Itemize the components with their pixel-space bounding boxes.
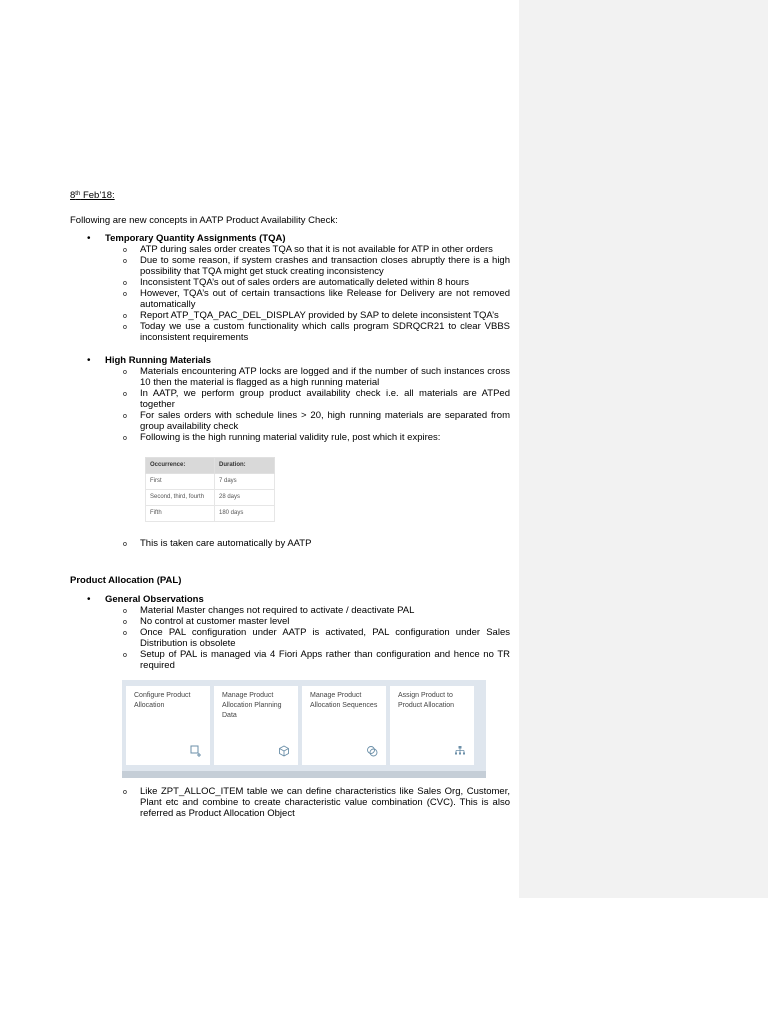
list-item: o Material Master changes not required to activate / deactivate PAL xyxy=(105,605,510,616)
tile-label: Configure Product Allocation xyxy=(134,692,191,709)
tile-label: Manage Product Allocation Planning Data xyxy=(222,692,282,719)
table-row xyxy=(146,506,275,522)
table-cell: 7 days xyxy=(215,474,275,490)
fiori-tile-configure-product-allocation xyxy=(126,686,210,765)
table-row xyxy=(146,474,275,490)
list-item: o In AATP, we perform group product availability check i.e. all materials are ATPed together xyxy=(105,388,510,410)
table-row xyxy=(146,490,275,506)
table-header: Duration: xyxy=(215,458,275,474)
comment-margin-panel xyxy=(519,0,768,898)
hrm-sublist xyxy=(105,366,510,443)
list-item: o This is taken care automatically by AATP xyxy=(70,538,510,549)
fiori-apps-image xyxy=(122,680,486,778)
fiori-tile-manage-sequences xyxy=(302,686,386,765)
list-item: o Report ATP_TQA_PAC_DEL_DISPLAY provided by SAP to delete inconsistent TQA’s xyxy=(105,310,510,321)
tile-label: Assign Product to Product Allocation xyxy=(398,692,455,709)
hrm-continuation-item xyxy=(70,538,510,549)
hrm-title: • High Running Materials xyxy=(105,355,212,366)
hrm-bullet xyxy=(70,355,510,443)
hierarchy-icon xyxy=(454,745,466,757)
list-item: o Due to some reason, if system crashes and transaction closes abruptly there is a high possibility that TQA might get stuck creating inconsistency xyxy=(105,255,510,277)
cube-icon xyxy=(278,745,290,757)
pal-continuation xyxy=(70,786,510,819)
table-cell: 180 days xyxy=(215,506,275,522)
list-item: o No control at customer master level xyxy=(105,616,510,627)
pal-sublist xyxy=(105,605,510,671)
pal-bullet xyxy=(70,594,510,671)
validity-rule-table-image xyxy=(145,457,510,522)
document-body xyxy=(70,190,510,819)
fiori-tile-manage-planning-data xyxy=(214,686,298,765)
fiori-tile-assign-product xyxy=(390,686,474,765)
sequence-icon xyxy=(366,745,378,757)
table-cell: First xyxy=(146,474,215,490)
list-item: o Today we use a custom functionality which calls program SDRQCR21 to clear VBBS inconsistent requirements xyxy=(105,321,510,343)
date-heading: 8th Feb’18: xyxy=(70,190,115,201)
pal-continuation-item xyxy=(70,786,510,819)
list-item: o Inconsistent TQA’s out of sales orders are automatically deleted within 8 hours xyxy=(105,277,510,288)
table-cell: Second, third, fourth xyxy=(146,490,215,506)
list-item: o Materials encountering ATP locks are logged and if the number of such instances cross 10 then the material is flagged as a high running material xyxy=(105,366,510,388)
list-item: o ATP during sales order creates TQA so that it is not available for ATP in other orders xyxy=(105,244,510,255)
validity-rule-table xyxy=(145,457,275,522)
table-header-row xyxy=(146,458,275,474)
list-item: o Following is the high running material validity rule, post which it expires: xyxy=(105,432,510,443)
list-item: o Once PAL configuration under AATP is activated, PAL configuration under Sales Distribution is obsolete xyxy=(105,627,510,649)
table-header: Occurrence: xyxy=(146,458,215,474)
tqa-title: • Temporary Quantity Assignments (TQA) xyxy=(105,233,286,244)
tqa-list xyxy=(70,233,510,443)
tqa-sublist xyxy=(105,244,510,343)
intro-paragraph: Following are new concepts in AATP Product Availability Check: xyxy=(70,215,338,226)
hrm-sublist-continued xyxy=(70,538,510,549)
tqa-bullet xyxy=(70,233,510,343)
table-cell: 28 days xyxy=(215,490,275,506)
list-item: o However, TQA’s out of certain transactions like Release for Delivery are not removed automatically xyxy=(105,288,510,310)
table-cell: Fifth xyxy=(146,506,215,522)
list-item: o For sales orders with schedule lines > 20, high running materials are separated from group availability check xyxy=(105,410,510,432)
pal-section-title: Product Allocation (PAL) xyxy=(70,575,182,586)
tiles-footer-strip xyxy=(122,771,486,778)
tile-label: Manage Product Allocation Sequences xyxy=(310,692,378,709)
list-item: o Setup of PAL is managed via 4 Fiori Apps rather than configuration and hence no TR required xyxy=(105,649,510,671)
pal-title: • General Observations xyxy=(105,594,204,605)
pal-sublist-continued xyxy=(70,786,510,819)
pal-list xyxy=(70,594,510,671)
list-item: o Like ZPT_ALLOC_ITEM table we can define characteristics like Sales Org, Customer, Plant etc and combine to create characteristic value combination (CVC). This is also referred as Product Allocation Object xyxy=(70,786,510,819)
hrm-continuation xyxy=(70,538,510,549)
configure-icon xyxy=(190,745,202,757)
